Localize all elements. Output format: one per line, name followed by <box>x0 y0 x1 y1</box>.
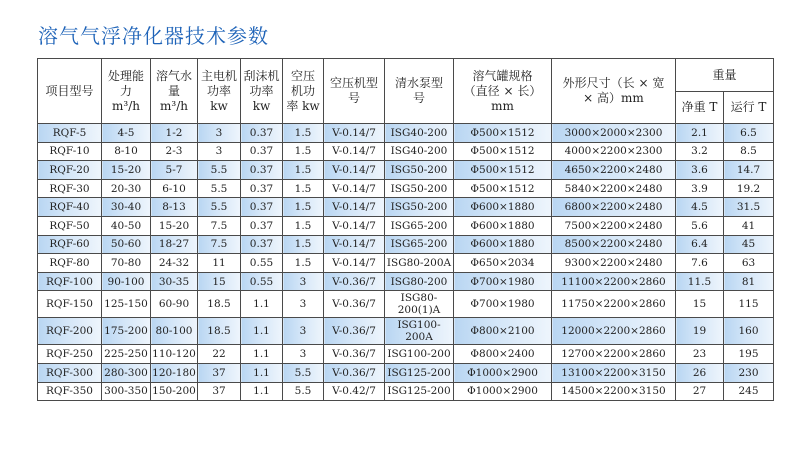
cell-model: RQF-80 <box>38 254 102 273</box>
cell-model: RQF-60 <box>38 235 102 254</box>
cell-compressor-model: V-0.14/7 <box>324 254 385 273</box>
cell-net-weight: 3.9 <box>676 179 724 198</box>
cell-tank-spec: Φ700×1980 <box>454 291 552 318</box>
cell-compressor-power: 3 <box>283 345 324 364</box>
table-row <box>38 363 774 382</box>
cell-net-weight: 2.1 <box>676 124 724 143</box>
cell-scraper-power: 0.55 <box>241 254 283 273</box>
header-tank-spec: 溶气罐规格 （直径 × 长） mm <box>454 59 552 124</box>
cell-run-weight: 6.5 <box>724 124 774 143</box>
cell-capacity: 15-20 <box>102 161 151 180</box>
cell-pump-model: ISG40-200 <box>385 124 454 143</box>
header-compressor-model: 空压机型 号 <box>324 59 385 124</box>
table-row <box>38 124 774 143</box>
cell-compressor-power: 3 <box>283 318 324 345</box>
cell-compressor-power: 1.5 <box>283 161 324 180</box>
cell-pump-model: ISG100-200A <box>385 318 454 345</box>
cell-net-weight: 3.2 <box>676 142 724 161</box>
cell-tank-spec: Φ650×2034 <box>454 254 552 273</box>
header-dimensions: 外形尺寸（长 × 宽 × 高）mm <box>552 59 676 124</box>
cell-dimensions: 11750×2200×2860 <box>552 291 676 318</box>
cell-model: RQF-20 <box>38 161 102 180</box>
cell-air-volume: 2-3 <box>151 142 198 161</box>
cell-compressor-power: 1.5 <box>283 235 324 254</box>
cell-dimensions: 7500×2200×2480 <box>552 216 676 235</box>
cell-compressor-power: 5.5 <box>283 382 324 401</box>
page-title: 溶气气浮净化器技术参数 <box>38 24 269 48</box>
table-row <box>38 216 774 235</box>
cell-model: RQF-200 <box>38 318 102 345</box>
cell-compressor-power: 1.5 <box>283 179 324 198</box>
cell-dimensions: 11100×2200×2860 <box>552 272 676 291</box>
cell-air-volume: 15-20 <box>151 216 198 235</box>
table-row <box>38 235 774 254</box>
cell-net-weight: 23 <box>676 345 724 364</box>
cell-compressor-model: V-0.42/7 <box>324 382 385 401</box>
cell-motor-power: 7.5 <box>198 216 241 235</box>
cell-pump-model: ISG65-200 <box>385 216 454 235</box>
cell-model: RQF-300 <box>38 363 102 382</box>
table-row <box>38 198 774 217</box>
cell-air-volume: 6-10 <box>151 179 198 198</box>
table-body <box>38 124 774 401</box>
cell-run-weight: 63 <box>724 254 774 273</box>
cell-compressor-power: 3 <box>283 272 324 291</box>
header-scraper-power: 刮沫机 功率 kw <box>241 59 283 124</box>
cell-run-weight: 115 <box>724 291 774 318</box>
cell-compressor-model: V-0.14/7 <box>324 198 385 217</box>
cell-compressor-model: V-0.36/7 <box>324 291 385 318</box>
cell-run-weight: 41 <box>724 216 774 235</box>
cell-run-weight: 31.5 <box>724 198 774 217</box>
cell-capacity: 225-250 <box>102 345 151 364</box>
cell-compressor-power: 1.5 <box>283 198 324 217</box>
cell-scraper-power: 0.37 <box>241 235 283 254</box>
cell-scraper-power: 1.1 <box>241 382 283 401</box>
cell-motor-power: 5.5 <box>198 179 241 198</box>
cell-air-volume: 8-13 <box>151 198 198 217</box>
cell-motor-power: 3 <box>198 124 241 143</box>
cell-net-weight: 19 <box>676 318 724 345</box>
cell-compressor-model: V-0.14/7 <box>324 179 385 198</box>
cell-scraper-power: 0.37 <box>241 179 283 198</box>
cell-compressor-model: V-0.14/7 <box>324 235 385 254</box>
cell-compressor-model: V-0.14/7 <box>324 216 385 235</box>
cell-net-weight: 5.6 <box>676 216 724 235</box>
cell-air-volume: 60-90 <box>151 291 198 318</box>
cell-tank-spec: Φ500×1512 <box>454 179 552 198</box>
cell-pump-model: ISG125-200 <box>385 382 454 401</box>
cell-capacity: 40-50 <box>102 216 151 235</box>
cell-motor-power: 5.5 <box>198 198 241 217</box>
cell-pump-model: ISG65-200 <box>385 235 454 254</box>
cell-compressor-model: V-0.14/7 <box>324 142 385 161</box>
cell-air-volume: 5-7 <box>151 161 198 180</box>
cell-net-weight: 11.5 <box>676 272 724 291</box>
header-model: 项目型号 <box>38 59 102 124</box>
cell-net-weight: 6.4 <box>676 235 724 254</box>
cell-run-weight: 14.7 <box>724 161 774 180</box>
header-compressor-power: 空压 机功 率 kw <box>283 59 324 124</box>
cell-dimensions: 3000×2000×2300 <box>552 124 676 143</box>
header-air-volume: 溶气水 量 m³/h <box>151 59 198 124</box>
cell-compressor-model: V-0.14/7 <box>324 124 385 143</box>
cell-run-weight: 45 <box>724 235 774 254</box>
cell-pump-model: ISG80-200(1)A <box>385 291 454 318</box>
cell-scraper-power: 0.37 <box>241 198 283 217</box>
cell-capacity: 20-30 <box>102 179 151 198</box>
cell-dimensions: 8500×2200×2480 <box>552 235 676 254</box>
cell-compressor-power: 1.5 <box>283 216 324 235</box>
cell-dimensions: 9300×2200×2480 <box>552 254 676 273</box>
cell-model: RQF-250 <box>38 345 102 364</box>
cell-model: RQF-10 <box>38 142 102 161</box>
cell-dimensions: 4000×2200×2300 <box>552 142 676 161</box>
cell-scraper-power: 0.37 <box>241 124 283 143</box>
cell-compressor-power: 1.5 <box>283 254 324 273</box>
cell-tank-spec: Φ600×1880 <box>454 198 552 217</box>
cell-compressor-model: V-0.36/7 <box>324 318 385 345</box>
cell-net-weight: 26 <box>676 363 724 382</box>
cell-pump-model: ISG80-200A <box>385 254 454 273</box>
cell-capacity: 280-300 <box>102 363 151 382</box>
table-row <box>38 254 774 273</box>
header-pump-model: 清水泵型 号 <box>385 59 454 124</box>
cell-compressor-model: V-0.36/7 <box>324 363 385 382</box>
cell-net-weight: 27 <box>676 382 724 401</box>
table-row <box>38 382 774 401</box>
table-row <box>38 142 774 161</box>
cell-compressor-model: V-0.14/7 <box>324 161 385 180</box>
cell-air-volume: 120-180 <box>151 363 198 382</box>
cell-air-volume: 80-100 <box>151 318 198 345</box>
cell-air-volume: 30-35 <box>151 272 198 291</box>
cell-model: RQF-40 <box>38 198 102 217</box>
cell-pump-model: ISG100-200 <box>385 345 454 364</box>
cell-pump-model: ISG80-200 <box>385 272 454 291</box>
cell-dimensions: 5840×2200×2480 <box>552 179 676 198</box>
cell-tank-spec: Φ800×2400 <box>454 345 552 364</box>
cell-run-weight: 81 <box>724 272 774 291</box>
cell-scraper-power: 0.37 <box>241 161 283 180</box>
table-row <box>38 161 774 180</box>
cell-run-weight: 245 <box>724 382 774 401</box>
cell-model: RQF-30 <box>38 179 102 198</box>
cell-dimensions: 6800×2200×2480 <box>552 198 676 217</box>
cell-capacity: 175-200 <box>102 318 151 345</box>
cell-pump-model: ISG50-200 <box>385 198 454 217</box>
cell-scraper-power: 0.55 <box>241 272 283 291</box>
cell-capacity: 8-10 <box>102 142 151 161</box>
cell-capacity: 50-60 <box>102 235 151 254</box>
cell-motor-power: 18.5 <box>198 291 241 318</box>
cell-compressor-power: 1.5 <box>283 142 324 161</box>
header-weight: 重量 <box>676 59 774 92</box>
cell-air-volume: 150-200 <box>151 382 198 401</box>
cell-scraper-power: 0.37 <box>241 216 283 235</box>
cell-model: RQF-100 <box>38 272 102 291</box>
table-row <box>38 318 774 345</box>
cell-motor-power: 3 <box>198 142 241 161</box>
spec-table <box>37 58 774 401</box>
header-capacity: 处理能 力 m³/h <box>102 59 151 124</box>
cell-tank-spec: Φ500×1512 <box>454 142 552 161</box>
table-row <box>38 345 774 364</box>
cell-model: RQF-350 <box>38 382 102 401</box>
cell-scraper-power: 1.1 <box>241 363 283 382</box>
cell-tank-spec: Φ600×1880 <box>454 216 552 235</box>
cell-net-weight: 4.5 <box>676 198 724 217</box>
cell-tank-spec: Φ500×1512 <box>454 124 552 143</box>
cell-motor-power: 11 <box>198 254 241 273</box>
cell-model: RQF-50 <box>38 216 102 235</box>
cell-motor-power: 15 <box>198 272 241 291</box>
cell-model: RQF-5 <box>38 124 102 143</box>
cell-dimensions: 12000×2200×2860 <box>552 318 676 345</box>
cell-motor-power: 18.5 <box>198 318 241 345</box>
table-row <box>38 179 774 198</box>
header-net-weight: 净重 T <box>676 92 724 124</box>
cell-scraper-power: 0.37 <box>241 142 283 161</box>
cell-capacity: 70-80 <box>102 254 151 273</box>
cell-tank-spec: Φ500×1512 <box>454 161 552 180</box>
cell-model: RQF-150 <box>38 291 102 318</box>
cell-air-volume: 110-120 <box>151 345 198 364</box>
cell-tank-spec: Φ800×2100 <box>454 318 552 345</box>
cell-net-weight: 7.6 <box>676 254 724 273</box>
cell-tank-spec: Φ1000×2900 <box>454 363 552 382</box>
cell-dimensions: 13100×2200×3150 <box>552 363 676 382</box>
cell-air-volume: 1-2 <box>151 124 198 143</box>
cell-tank-spec: Φ700×1980 <box>454 272 552 291</box>
cell-compressor-power: 5.5 <box>283 363 324 382</box>
cell-net-weight: 15 <box>676 291 724 318</box>
cell-compressor-power: 1.5 <box>283 124 324 143</box>
cell-tank-spec: Φ1000×2900 <box>454 382 552 401</box>
cell-run-weight: 19.2 <box>724 179 774 198</box>
cell-scraper-power: 1.1 <box>241 291 283 318</box>
cell-scraper-power: 1.1 <box>241 345 283 364</box>
cell-air-volume: 24-32 <box>151 254 198 273</box>
cell-motor-power: 37 <box>198 363 241 382</box>
cell-capacity: 90-100 <box>102 272 151 291</box>
cell-pump-model: ISG125-200 <box>385 363 454 382</box>
cell-pump-model: ISG50-200 <box>385 161 454 180</box>
cell-tank-spec: Φ600×1880 <box>454 235 552 254</box>
cell-pump-model: ISG50-200 <box>385 179 454 198</box>
cell-motor-power: 37 <box>198 382 241 401</box>
table-row <box>38 291 774 318</box>
cell-compressor-model: V-0.36/7 <box>324 272 385 291</box>
cell-motor-power: 5.5 <box>198 161 241 180</box>
cell-compressor-model: V-0.36/7 <box>324 345 385 364</box>
cell-air-volume: 18-27 <box>151 235 198 254</box>
cell-capacity: 4-5 <box>102 124 151 143</box>
header-run-weight: 运行 T <box>724 92 774 124</box>
cell-scraper-power: 1.1 <box>241 318 283 345</box>
header-motor-power: 主电机 功率 kw <box>198 59 241 124</box>
cell-dimensions: 4650×2200×2480 <box>552 161 676 180</box>
cell-run-weight: 160 <box>724 318 774 345</box>
cell-capacity: 125-150 <box>102 291 151 318</box>
cell-net-weight: 3.6 <box>676 161 724 180</box>
cell-run-weight: 8.5 <box>724 142 774 161</box>
table-row <box>38 272 774 291</box>
cell-capacity: 300-350 <box>102 382 151 401</box>
cell-pump-model: ISG40-200 <box>385 142 454 161</box>
cell-motor-power: 7.5 <box>198 235 241 254</box>
cell-run-weight: 195 <box>724 345 774 364</box>
cell-dimensions: 12700×2200×2860 <box>552 345 676 364</box>
cell-capacity: 30-40 <box>102 198 151 217</box>
cell-compressor-power: 3 <box>283 291 324 318</box>
cell-dimensions: 14500×2200×3150 <box>552 382 676 401</box>
cell-run-weight: 230 <box>724 363 774 382</box>
cell-motor-power: 22 <box>198 345 241 364</box>
